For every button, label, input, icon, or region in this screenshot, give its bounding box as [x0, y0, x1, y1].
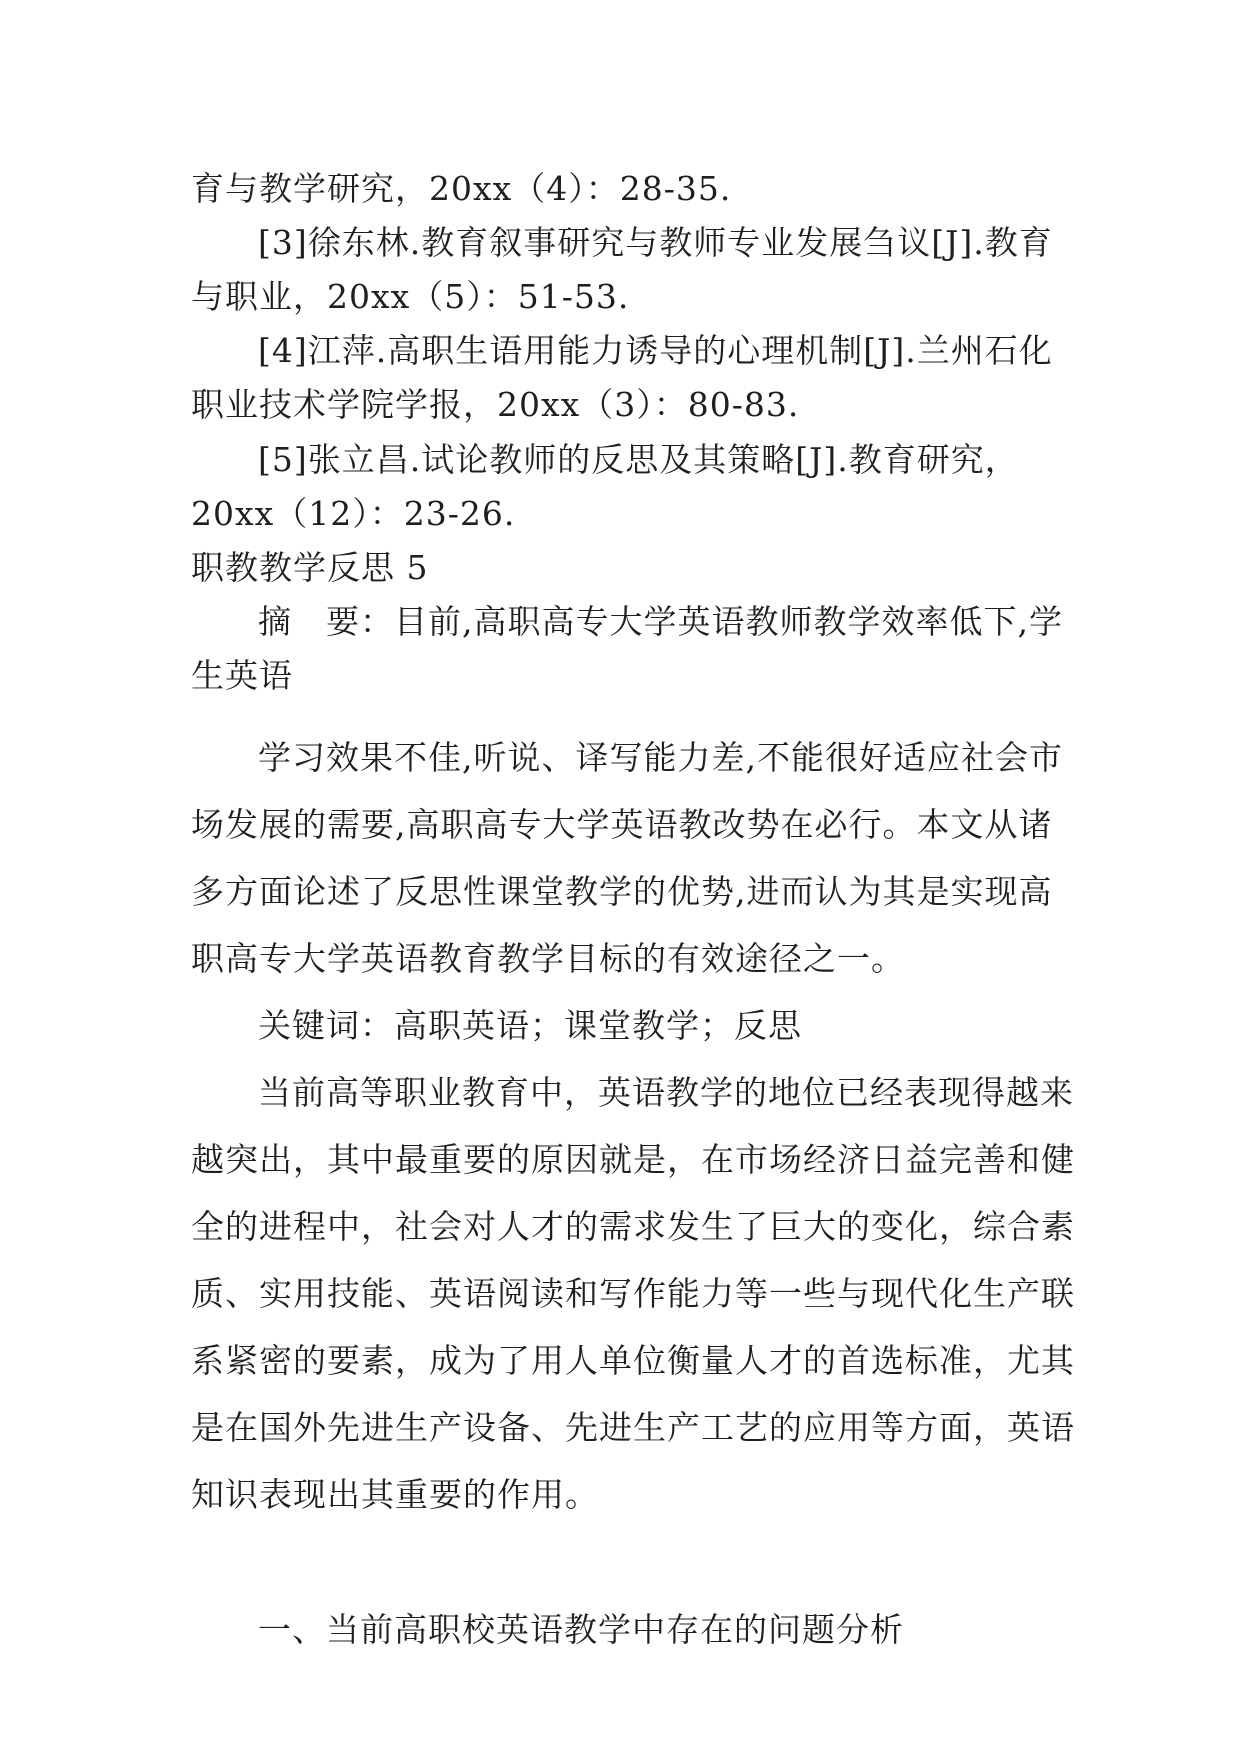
- abstract-body-line: 学习效果不佳,听说、译写能力差,不能很好适应社会市: [258, 738, 1063, 777]
- text-line-ref5-cont: 20xx（12）：23-26.: [191, 494, 516, 533]
- abstract-body-line: 多方面论述了反思性课堂教学的优势,进而认为其是实现高: [191, 872, 1053, 911]
- abstract-line: 摘 要：目前,高职高专大学英语教师教学效率低下,学: [258, 602, 1063, 641]
- abstract-body-line: 职高专大学英语教育教学目标的有效途径之一。: [191, 939, 905, 978]
- body-paragraph-line: 质、实用技能、英语阅读和写作能力等一些与现代化生产联: [191, 1274, 1075, 1313]
- body-paragraph-line: 全的进程中，社会对人才的需求发生了巨大的变化，综合素: [191, 1207, 1075, 1246]
- text-line-ref3: [3]徐东林.教育叙事研究与教师专业发展刍议[J].教育: [258, 223, 1053, 262]
- abstract-line: 生英语: [191, 656, 293, 695]
- body-paragraph-line: 是在国外先进生产设备、先进生产工艺的应用等方面，英语: [191, 1408, 1075, 1447]
- body-paragraph-line: 当前高等职业教育中，英语教学的地位已经表现得越来: [258, 1073, 1074, 1112]
- abstract-body-line: 场发展的需要,高职高专大学英语教改势在必行。本文从诸: [191, 805, 1053, 844]
- keywords-line: 关键词：高职英语；课堂教学；反思: [258, 1006, 802, 1045]
- text-line-ref2-cont: 育与教学研究，20xx（4）：28-35.: [191, 169, 732, 208]
- text-line-ref5: [5]张立昌.试论教师的反思及其策略[J].教育研究，: [258, 440, 1019, 479]
- section-heading: 一、当前高职校英语教学中存在的问题分析: [258, 1610, 904, 1649]
- text-line-ref4: [4]江萍.高职生语用能力诱导的心理机制[J].兰州石化: [258, 331, 1053, 370]
- text-line-ref4-cont: 职业技术学院学报，20xx（3）：80-83.: [191, 385, 800, 424]
- section-title: 职教教学反思 5: [191, 548, 429, 587]
- body-paragraph-line: 越突出，其中最重要的原因就是，在市场经济日益完善和健: [191, 1140, 1075, 1179]
- body-paragraph-line: 知识表现出其重要的作用。: [191, 1475, 599, 1514]
- body-paragraph-line: 系紧密的要素，成为了用人单位衡量人才的首选标准，尤其: [191, 1341, 1075, 1380]
- text-line-ref3-cont: 与职业，20xx（5）：51-53.: [191, 277, 630, 316]
